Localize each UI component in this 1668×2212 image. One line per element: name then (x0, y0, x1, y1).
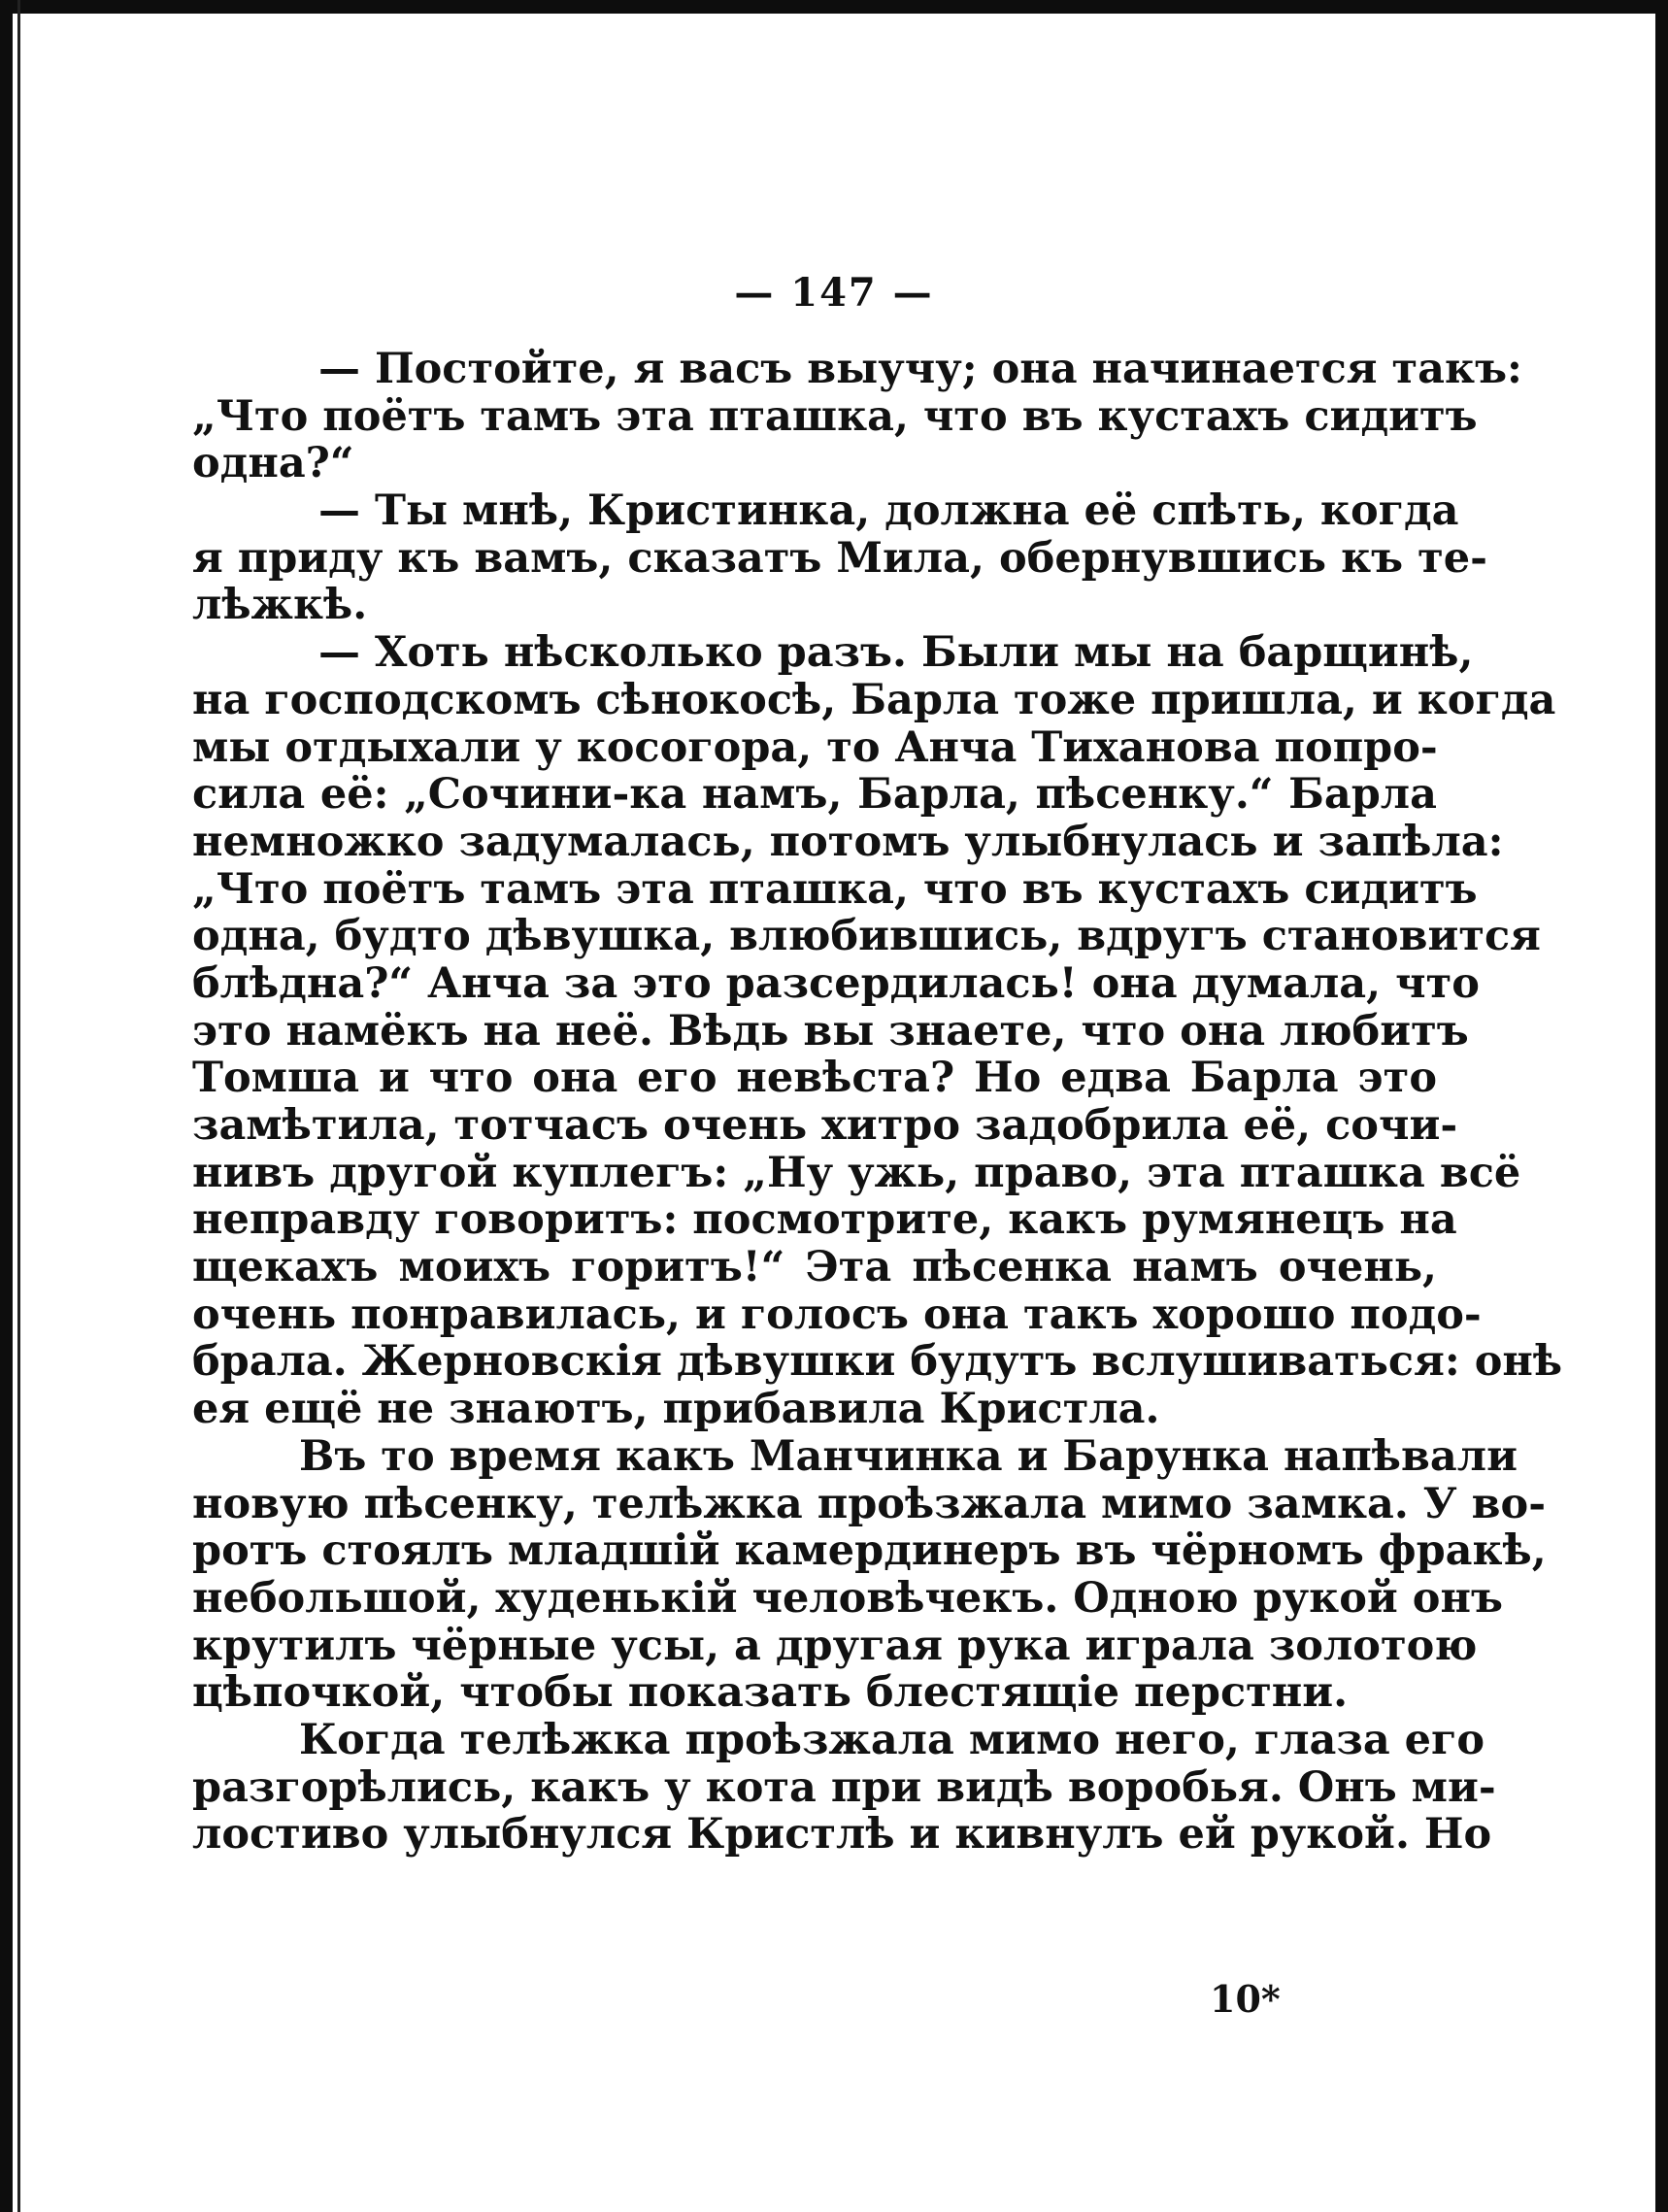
text-line: на господскомъ сѣнокосѣ, Барла тоже пришла, и когда (192, 675, 1556, 724)
text-line: ротъ стоялъ младшій камердинеръ въ чёрномъ фракѣ, (192, 1526, 1547, 1576)
text-line: новую пѣсенку, телѣжка проѣзжала мимо замка. У во- (192, 1479, 1547, 1528)
text-line: небольшой, худенькій человѣчекъ. Одною рукой онъ (192, 1573, 1503, 1623)
text-line: — Хоть нѣсколько разъ. Были мы на барщинѣ, (318, 628, 1474, 678)
scan-border-left (0, 0, 13, 2212)
text-line: „Что поётъ тамъ эта пташка, что въ кустахъ сидитъ (192, 864, 1478, 914)
text-line: щекахъ моихъ горитъ!“ Эта пѣсенка намъ очень, (192, 1243, 1437, 1292)
text-line: крутилъ чёрные усы, а другая рука играла золотою (192, 1621, 1478, 1670)
text-line: немножко задумалась, потомъ улыбнулась и запѣла: (192, 817, 1504, 866)
body-text (192, 345, 1563, 1860)
text-line: лостиво улыбнулся Кристлѣ и кивнулъ ей рукой. Но (192, 1810, 1492, 1860)
text-line: мы отдыхали у косогора, то Анча Тиханова попро- (192, 722, 1438, 772)
text-line: замѣтила, тотчасъ очень хитро задобрила её, сочи- (192, 1101, 1458, 1150)
text-line: одна?“ (192, 439, 354, 488)
scan-border-right (1655, 0, 1668, 2212)
text-line: Когда телѣжка проѣзжала мимо него, глаза его (299, 1715, 1485, 1764)
text-line: лѣжкѣ. (192, 581, 368, 630)
scan-border-top (0, 0, 1668, 14)
text-line: сила её: „Сочини-ка намъ, Барла, пѣсенку.“ Барла (192, 770, 1437, 820)
text-line: Въ то время какъ Манчинка и Барунка напѣвали (299, 1431, 1518, 1481)
text-line: — Постойте, я васъ выучу; она начинается такъ: (318, 345, 1522, 393)
text-line: очень понравилась, и голосъ она такъ хорошо подо- (192, 1290, 1482, 1339)
text-line: ея ещё не знаютъ, прибавила Кристла. (192, 1385, 1160, 1434)
text-line: неправду говоритъ: посмотрите, какъ румянецъ на (192, 1195, 1457, 1245)
text-line: цѣпочкой, чтобы показать блестящіе перстни. (192, 1668, 1349, 1718)
text-line: разгорѣлись, какъ у кота при видѣ воробья. Онъ ми- (192, 1762, 1496, 1812)
page-number: — 147 — (734, 270, 934, 316)
text-line: — Ты мнѣ, Кристинка, должна её спѣть, когда (318, 486, 1459, 536)
text-line: я приду къ вамъ, сказатъ Мила, обернувшись къ те- (192, 533, 1487, 583)
text-line: одна, будто дѣвушка, влюбившись, вдругъ становится (192, 912, 1541, 961)
text-line: это намёкъ на неё. Вѣдь вы знаете, что она любитъ (192, 1006, 1469, 1056)
text-line: брала. Жерновскія дѣвушки будутъ вслушиваться: онѣ (192, 1337, 1563, 1387)
text-line: нивъ другой куплегъ: „Ну ужь, право, эта пташка всё (192, 1148, 1521, 1197)
signature-mark: 10* (1210, 1977, 1281, 2021)
text-line: Томша и что она его невѣста? Но едва Барла это (192, 1054, 1437, 1103)
scan-border-left-inner (17, 0, 20, 2212)
text-line: „Что поётъ тамъ эта пташка, что въ кустахъ сидитъ (192, 391, 1478, 441)
text-line: блѣдна?“ Анча за это разсердилась! она думала, что (192, 958, 1480, 1008)
